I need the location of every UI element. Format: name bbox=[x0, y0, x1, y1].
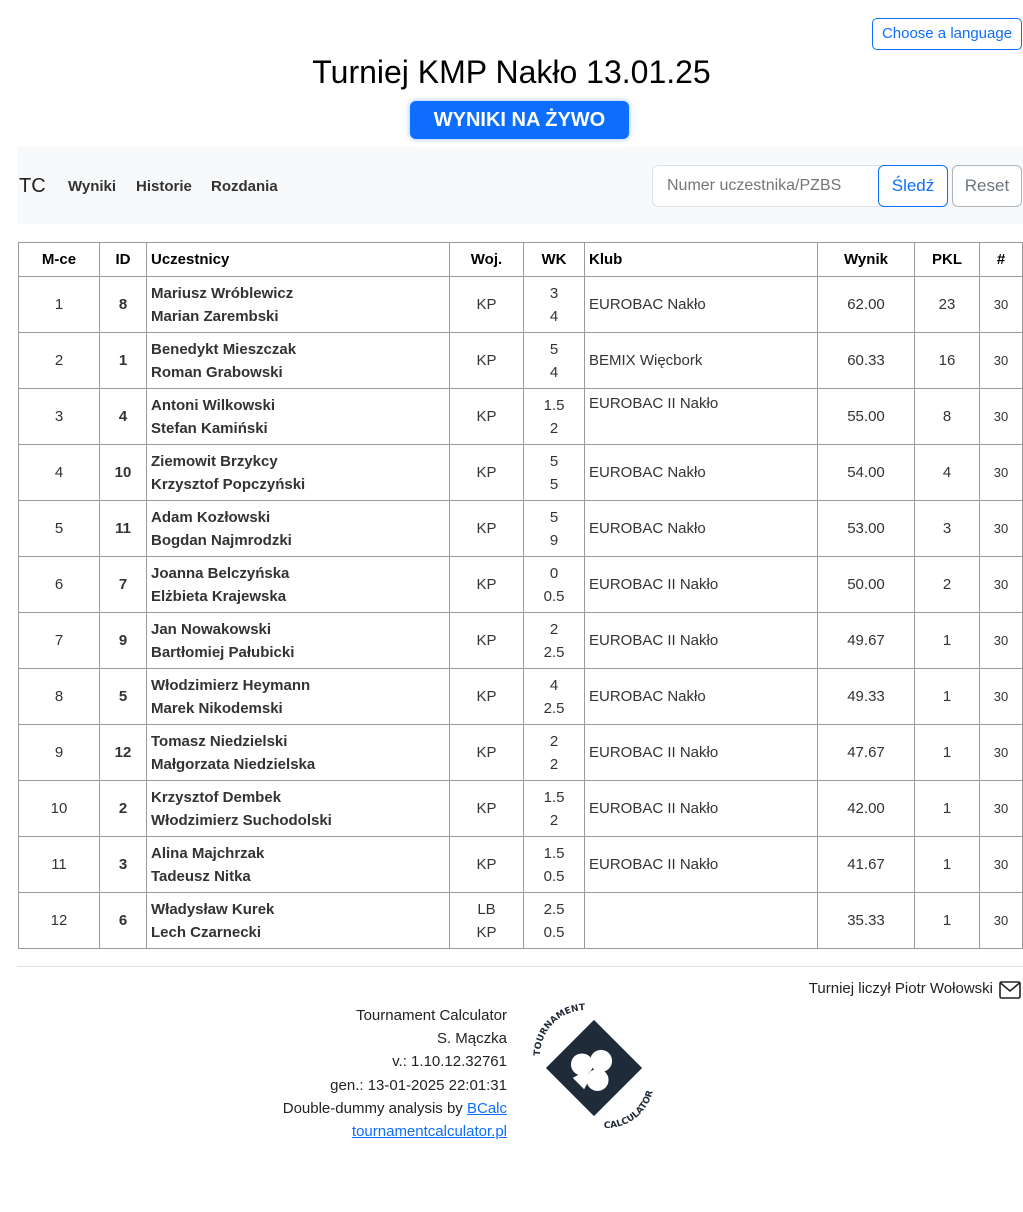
cell-wk bbox=[524, 389, 585, 445]
app-credits bbox=[250, 1004, 507, 1143]
table-row[interactable] bbox=[19, 837, 1023, 893]
participant-name[interactable]: Marek Nikodemski bbox=[151, 699, 283, 717]
table-row[interactable] bbox=[19, 333, 1023, 389]
cell-wk bbox=[524, 893, 585, 949]
cell-score: 49.33 bbox=[818, 669, 915, 725]
generated-timestamp: gen.: 13-01-2025 22:01:31 bbox=[330, 1076, 507, 1094]
cell-region bbox=[450, 613, 524, 669]
cell-club: EUROBAC II Nakło bbox=[585, 613, 818, 669]
participant-name[interactable]: Krzysztof Dembek bbox=[151, 788, 282, 806]
participant-name[interactable]: Mariusz Wróblewicz bbox=[151, 284, 294, 302]
wk-value: 5 bbox=[549, 452, 559, 470]
wk-value: 1.5 bbox=[543, 396, 565, 414]
cell-pkl: 3 bbox=[915, 501, 980, 557]
cell-pkl: 1 bbox=[915, 781, 980, 837]
region-value: KP bbox=[476, 744, 497, 761]
cell-region bbox=[450, 389, 524, 445]
table-row[interactable] bbox=[19, 389, 1023, 445]
cell-wk bbox=[524, 557, 585, 613]
wk-value: 0 bbox=[549, 564, 559, 582]
wk-value: 2 bbox=[549, 732, 559, 750]
cell-region bbox=[450, 837, 524, 893]
participant-name[interactable]: Jan Nowakowski bbox=[151, 620, 272, 638]
wk-value: 5 bbox=[549, 508, 559, 526]
cell-participants bbox=[147, 669, 450, 725]
region-value: LB bbox=[477, 900, 496, 918]
participant-name[interactable]: Włodzimierz Heymann bbox=[151, 676, 311, 694]
cell-id: 7 bbox=[100, 557, 147, 613]
cell-score: 41.67 bbox=[818, 837, 915, 893]
dd-analysis-prefix: Double-dummy analysis by bbox=[282, 1099, 467, 1117]
wk-value: 0.5 bbox=[543, 923, 565, 941]
tournament-calculator-logo bbox=[528, 1002, 660, 1134]
participant-name[interactable]: Benedykt Mieszczak bbox=[151, 340, 297, 358]
cell-region bbox=[450, 277, 524, 333]
cell-place: 5 bbox=[19, 501, 100, 557]
reset-button[interactable]: Reset bbox=[952, 165, 1022, 207]
region-value: KP bbox=[476, 923, 497, 941]
participant-name[interactable]: Tadeusz Nitka bbox=[151, 867, 251, 885]
column-header-participants: Uczestnicy bbox=[147, 243, 450, 277]
cell-boards: 30 bbox=[980, 893, 1023, 949]
wk-value: 2.5 bbox=[543, 643, 565, 661]
wk-value: 4 bbox=[549, 676, 559, 694]
mail-icon[interactable] bbox=[999, 981, 1021, 999]
cell-wk bbox=[524, 613, 585, 669]
region-value: KP bbox=[476, 856, 497, 873]
cell-club: BEMIX Więcbork bbox=[585, 333, 818, 389]
cell-wk bbox=[524, 501, 585, 557]
wk-value: 2 bbox=[549, 620, 559, 638]
participant-name[interactable]: Tomasz Niedzielski bbox=[151, 732, 288, 750]
wk-value: 2.5 bbox=[543, 699, 565, 717]
cell-pkl: 4 bbox=[915, 445, 980, 501]
cell-club: EUROBAC II Nakło bbox=[585, 837, 818, 893]
follow-button[interactable]: Śledź bbox=[878, 165, 948, 207]
participant-name[interactable]: Antoni Wilkowski bbox=[151, 396, 276, 414]
participant-name[interactable]: Lech Czarnecki bbox=[151, 923, 262, 941]
cell-club: EUROBAC Nakło bbox=[585, 669, 818, 725]
cell-score: 54.00 bbox=[818, 445, 915, 501]
table-row[interactable] bbox=[19, 277, 1023, 333]
column-header-club: Klub bbox=[585, 243, 818, 277]
cell-score: 60.33 bbox=[818, 333, 915, 389]
participant-name[interactable]: Stefan Kamiński bbox=[151, 419, 268, 437]
participant-name[interactable]: Alina Majchrzak bbox=[151, 844, 265, 862]
logo-text-bottom: CALCULATOR bbox=[603, 1089, 656, 1132]
table-row[interactable] bbox=[19, 501, 1023, 557]
cell-region bbox=[450, 781, 524, 837]
cell-participants bbox=[147, 445, 450, 501]
cell-boards: 30 bbox=[980, 781, 1023, 837]
navbar-brand[interactable]: TC bbox=[19, 175, 46, 197]
cell-region bbox=[450, 445, 524, 501]
cell-pkl: 1 bbox=[915, 725, 980, 781]
cell-id: 8 bbox=[100, 277, 147, 333]
cell-boards: 30 bbox=[980, 837, 1023, 893]
cell-place: 3 bbox=[19, 389, 100, 445]
region-value: KP bbox=[476, 464, 497, 481]
cell-participants bbox=[147, 501, 450, 557]
cell-club: EUROBAC Nakło bbox=[585, 445, 818, 501]
cell-score: 62.00 bbox=[818, 277, 915, 333]
cell-id: 12 bbox=[100, 725, 147, 781]
participant-search-input[interactable] bbox=[652, 165, 880, 207]
cell-wk bbox=[524, 333, 585, 389]
wk-value: 4 bbox=[549, 363, 559, 381]
cell-wk bbox=[524, 781, 585, 837]
cell-place: 7 bbox=[19, 613, 100, 669]
region-value: KP bbox=[476, 352, 497, 369]
cell-score: 42.00 bbox=[818, 781, 915, 837]
cell-place: 4 bbox=[19, 445, 100, 501]
cell-participants bbox=[147, 389, 450, 445]
wk-value: 3 bbox=[549, 284, 559, 302]
participant-name[interactable]: Bogdan Najmrodzki bbox=[151, 531, 292, 549]
wk-value: 5 bbox=[549, 340, 559, 358]
cell-pkl: 8 bbox=[915, 389, 980, 445]
cell-participants bbox=[147, 277, 450, 333]
results-table bbox=[18, 242, 1023, 949]
cell-participants bbox=[147, 725, 450, 781]
cell-wk bbox=[524, 837, 585, 893]
cell-place: 2 bbox=[19, 333, 100, 389]
nav-link-deals[interactable]: Rozdania bbox=[211, 178, 278, 195]
results-table-body bbox=[19, 277, 1023, 949]
cell-pkl: 1 bbox=[915, 893, 980, 949]
wk-value: 2.5 bbox=[543, 900, 565, 918]
nav-link-histories[interactable]: Historie bbox=[136, 178, 192, 195]
cell-boards: 30 bbox=[980, 725, 1023, 781]
choose-language-button[interactable]: Choose a language bbox=[872, 18, 1022, 50]
cell-club: EUROBAC II Nakło bbox=[585, 781, 818, 837]
table-row[interactable] bbox=[19, 445, 1023, 501]
wk-value: 0.5 bbox=[543, 867, 565, 885]
region-value: KP bbox=[476, 688, 497, 705]
region-value: KP bbox=[476, 296, 497, 313]
cell-score: 50.00 bbox=[818, 557, 915, 613]
app-name: Tournament Calculator bbox=[356, 1007, 507, 1024]
wk-value: 0.5 bbox=[543, 587, 565, 605]
cell-participants bbox=[147, 333, 450, 389]
dd-analysis-credit bbox=[250, 1097, 507, 1120]
cell-place: 11 bbox=[19, 837, 100, 893]
cell-id: 4 bbox=[100, 389, 147, 445]
site-link[interactable]: tournamentcalculator.pl bbox=[351, 1123, 507, 1141]
table-row[interactable] bbox=[19, 557, 1023, 613]
cell-id: 11 bbox=[100, 501, 147, 557]
region-value: KP bbox=[476, 520, 497, 537]
cell-pkl: 16 bbox=[915, 333, 980, 389]
cell-id: 2 bbox=[100, 781, 147, 837]
logo-text-top: TOURNAMENT bbox=[532, 1002, 586, 1057]
wk-value: 4 bbox=[549, 307, 559, 325]
navbar bbox=[17, 147, 1023, 224]
cell-place: 1 bbox=[19, 277, 100, 333]
table-row[interactable] bbox=[19, 613, 1023, 669]
participant-name[interactable]: Adam Kozłowski bbox=[151, 508, 271, 526]
participant-name[interactable]: Ziemowit Brzykcy bbox=[151, 452, 278, 470]
wk-value: 1.5 bbox=[543, 788, 565, 806]
wk-value: 2 bbox=[549, 811, 559, 829]
cell-score: 47.67 bbox=[818, 725, 915, 781]
column-header-place: M-ce bbox=[19, 243, 100, 277]
cell-score: 49.67 bbox=[818, 613, 915, 669]
participant-name[interactable]: Małgorzata Niedzielska bbox=[151, 755, 316, 773]
column-header-region: Woj. bbox=[450, 243, 524, 277]
cell-pkl: 1 bbox=[915, 613, 980, 669]
live-results-badge[interactable]: WYNIKI NA ŻYWO bbox=[410, 101, 629, 139]
cell-boards: 30 bbox=[980, 333, 1023, 389]
region-value: KP bbox=[476, 408, 497, 425]
cell-place: 9 bbox=[19, 725, 100, 781]
participant-name[interactable]: Krzysztof Popczyński bbox=[151, 475, 306, 493]
cell-pkl: 23 bbox=[915, 277, 980, 333]
cell-boards: 30 bbox=[980, 445, 1023, 501]
column-header-boards: # bbox=[980, 243, 1023, 277]
cell-place: 8 bbox=[19, 669, 100, 725]
wk-value: 2 bbox=[549, 419, 559, 437]
wk-value: 5 bbox=[549, 475, 559, 493]
cell-boards: 30 bbox=[980, 501, 1023, 557]
column-header-pkl: PKL bbox=[915, 243, 980, 277]
table-row[interactable] bbox=[19, 781, 1023, 837]
column-header-score: Wynik bbox=[818, 243, 915, 277]
cell-wk bbox=[524, 277, 585, 333]
cell-id: 1 bbox=[100, 333, 147, 389]
cell-boards: 30 bbox=[980, 613, 1023, 669]
cell-club bbox=[585, 893, 818, 949]
nav-link-results[interactable]: Wyniki bbox=[68, 178, 117, 195]
cell-place: 10 bbox=[19, 781, 100, 837]
cell-id: 5 bbox=[100, 669, 147, 725]
cell-region bbox=[450, 893, 524, 949]
cell-boards: 30 bbox=[980, 557, 1023, 613]
cell-id: 9 bbox=[100, 613, 147, 669]
cell-wk bbox=[524, 445, 585, 501]
cell-club: EUROBAC Nakło bbox=[585, 277, 818, 333]
cell-region bbox=[450, 557, 524, 613]
region-value: KP bbox=[476, 576, 497, 593]
column-header-id: ID bbox=[100, 243, 147, 277]
cell-score: 55.00 bbox=[818, 389, 915, 445]
cell-participants bbox=[147, 893, 450, 949]
region-value: KP bbox=[476, 800, 497, 817]
cell-club: EUROBAC II Nakło bbox=[585, 389, 818, 445]
wk-value: 1.5 bbox=[543, 844, 565, 862]
cell-boards: 30 bbox=[980, 389, 1023, 445]
cell-participants bbox=[147, 837, 450, 893]
cell-participants bbox=[147, 613, 450, 669]
participant-name[interactable]: Joanna Belczyńska bbox=[151, 564, 290, 582]
table-header-row bbox=[19, 243, 1023, 277]
table-row[interactable] bbox=[19, 893, 1023, 949]
participant-name[interactable]: Włodzimierz Suchodolski bbox=[151, 811, 332, 829]
wk-value: 2 bbox=[549, 755, 559, 773]
cell-id: 6 bbox=[100, 893, 147, 949]
bcalc-link[interactable]: BCalc bbox=[466, 1099, 507, 1117]
cell-region bbox=[450, 725, 524, 781]
cell-pkl: 1 bbox=[915, 837, 980, 893]
cell-wk bbox=[524, 725, 585, 781]
cell-place: 12 bbox=[19, 893, 100, 949]
participant-name[interactable]: Bartłomiej Pałubicki bbox=[151, 643, 295, 661]
cell-club: EUROBAC II Nakło bbox=[585, 557, 818, 613]
cell-score: 53.00 bbox=[818, 501, 915, 557]
app-version: v.: 1.10.12.32761 bbox=[392, 1053, 507, 1071]
cell-place: 6 bbox=[19, 557, 100, 613]
cell-wk bbox=[524, 669, 585, 725]
cell-pkl: 1 bbox=[915, 669, 980, 725]
scorer-credit: Turniej liczył Piotr Wołowski bbox=[808, 980, 993, 997]
cell-club: EUROBAC Nakło bbox=[585, 501, 818, 557]
cell-region bbox=[450, 669, 524, 725]
table-row[interactable] bbox=[19, 669, 1023, 725]
cell-id: 10 bbox=[100, 445, 147, 501]
wk-value: 9 bbox=[549, 531, 559, 549]
cell-participants bbox=[147, 557, 450, 613]
column-header-wk: WK bbox=[524, 243, 585, 277]
footer-divider bbox=[17, 966, 1023, 967]
app-author: S. Mączka bbox=[436, 1030, 507, 1048]
cell-participants bbox=[147, 781, 450, 837]
region-value: KP bbox=[476, 632, 497, 649]
cell-boards: 30 bbox=[980, 277, 1023, 333]
participant-name[interactable]: Marian Zarembski bbox=[151, 307, 279, 325]
cell-score: 35.33 bbox=[818, 893, 915, 949]
cell-boards: 30 bbox=[980, 669, 1023, 725]
participant-name[interactable]: Roman Grabowski bbox=[151, 363, 283, 381]
participant-name[interactable]: Elżbieta Krajewska bbox=[151, 587, 287, 605]
table-row[interactable] bbox=[19, 725, 1023, 781]
cell-region bbox=[450, 333, 524, 389]
cell-club: EUROBAC II Nakło bbox=[585, 725, 818, 781]
participant-name[interactable]: Władysław Kurek bbox=[151, 900, 275, 918]
cell-pkl: 2 bbox=[915, 557, 980, 613]
cell-region bbox=[450, 501, 524, 557]
page-title: Turniej KMP Nakło 13.01.25 bbox=[312, 54, 711, 90]
cell-id: 3 bbox=[100, 837, 147, 893]
